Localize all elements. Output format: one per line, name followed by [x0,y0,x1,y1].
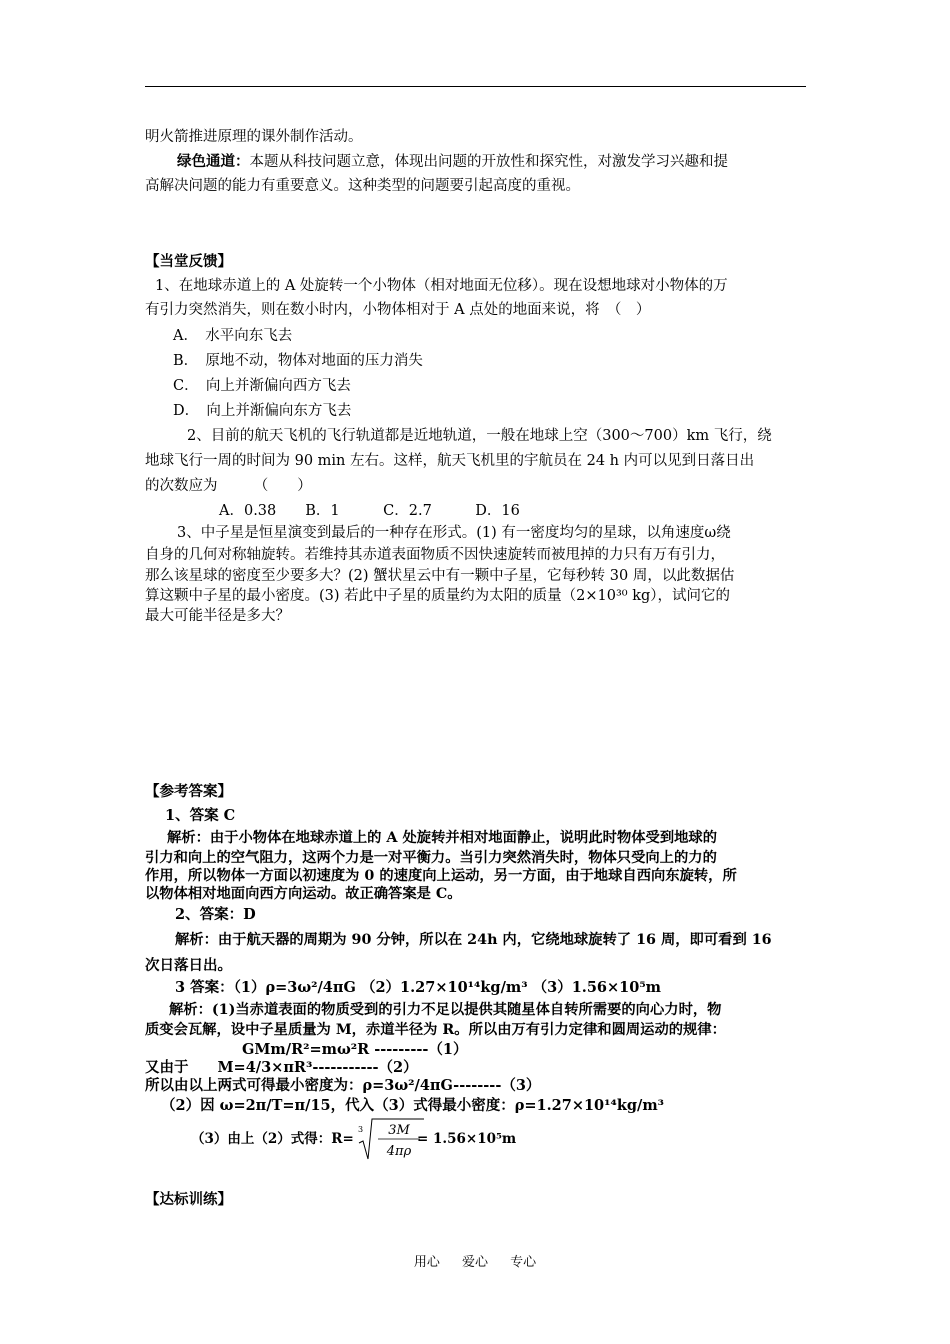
formula-line: （2）因 ω=2π/T=π/15，代入（3）式得最小密度：ρ=1.27×10¹⁴kg/m³ [161,1097,665,1114]
answer-line: 以物体相对地面向西方向运动。故正确答案是 C。 [145,886,462,902]
question-line: 2、目前的航天飞机的飞行轨道都是近地轨道，一般在地球上空（300～700）km 飞行，绕 [187,428,772,444]
formula-line: 又由于 M=4/3×πR³-----------（2） [145,1059,418,1076]
question-line: 1、在地球赤道上的 A 处旋转一个小物体（相对地面无位移）。现在设想地球对小物体的万 [155,278,728,294]
question-line: 那么该星球的密度至少要多大？(2) 蟹状星云中有一颗中子星，它每秒转 30 周，以此数据估 [145,568,735,584]
formula-line: = 1.56×10⁵m [417,1131,517,1147]
answer-line: 引力和向上的空气阻力，这两个力是一对平衡力。当引力突然消失时，物体只受向上的力的 [145,850,717,866]
option-b: B． 原地不动，物体对地面的压力消失 [173,353,423,369]
question-line: 的次数应为 （ ） [145,478,312,494]
text-line [145,152,840,172]
text-line: 明火箭推进原理的课外制作活动。 [145,129,363,145]
fraction-numerator: 3M [388,1123,410,1138]
answer-line: 1、答案 C [165,807,236,824]
answer-line: 3 答案：（1）ρ=3ω²/4πG （2）1.27×10¹⁴kg/m³ （3）1.56×10⁵m [175,979,662,996]
formula-line: GMm/R²=mω²R ---------（1） [242,1041,468,1058]
root-index: 3 [358,1125,364,1134]
formula-line: 所以由以上两式可得最小密度为：ρ=3ω²/4πG--------（3） [145,1077,541,1094]
section-title-feedback: 【当堂反馈】 [145,253,232,270]
answer-line: 解析：由于小物体在地球赤道上的 A 处旋转并相对地面静止，说明此时物体受到地球的 [167,830,718,846]
label-green-channel: 绿色通道： [177,153,250,170]
text-span: 本题从科技问题立意，体现出问题的开放性和探究性，对激发学习兴趣和提 [249,154,728,170]
answer-line: 解析：由于航天器的周期为 90 分钟，所以在 24h 内，它绕地球旋转了 16 周，即可看到 16 [175,932,772,948]
question-line: 最大可能半径是多大？ [145,608,290,624]
page-footer: 用心 爱心 专心 [413,1255,537,1270]
section-title-answers: 【参考答案】 [145,783,232,800]
header-rule [145,86,806,87]
answer-line: 次日落日出。 [145,957,232,974]
text-line: 高解决问题的能力有重要意义。这种类型的问题要引起高度的重视。 [145,178,580,194]
options-line: A．0.38 B．1 C．2.7 D．16 [219,503,520,519]
fraction-denominator: 4πρ [386,1144,412,1159]
option-c: C． 向上并渐偏向西方飞去 [173,378,351,394]
question-line: 地球飞行一周的时间为 90 min 左右。这样，航天飞机里的宇航员在 24 h 内可以见到日落日出 [145,453,755,469]
answer-line: 2、答案：D [175,906,256,923]
option-d: D． 向上并渐偏向东方飞去 [173,403,352,419]
answer-line: 解析：(1)当赤道表面的物质受到的引力不足以提供其随星体自转所需要的向心力时，物 [169,1002,722,1018]
section-title-training: 【达标训练】 [145,1191,232,1208]
cube-root-symbol [356,1117,426,1161]
answer-line: 质变会瓦解，设中子星质量为 M，赤道半径为 R。所以由万有引力定律和圆周运动的规律： [145,1022,726,1038]
question-line: 算这颗中子星的最小密度。(3) 若此中子星的质量约为太阳的质量（2×10³⁰ kg），试问它的 [145,588,731,604]
option-a: A． 水平向东飞去 [173,328,293,344]
question-line: 有引力突然消失，则在数小时内，小物体相对于 A 点处的地面来说，将 （ ） [145,302,651,318]
question-line: 3、中子星是恒星演变到最后的一种存在形式。(1) 有一密度均匀的星球，以角速度ω绕 [177,525,731,541]
answer-line: 作用，所以物体一方面以初速度为 0 的速度向上运动，另一方面，由于地球自西向东旋转，所 [145,868,737,884]
formula-line: （3）由上（2）式得：R= [191,1131,354,1147]
question-line: 自身的几何对称轴旋转。若维持其赤道表面物质不因快速旋转而被甩掉的力只有万有引力， [145,547,725,563]
